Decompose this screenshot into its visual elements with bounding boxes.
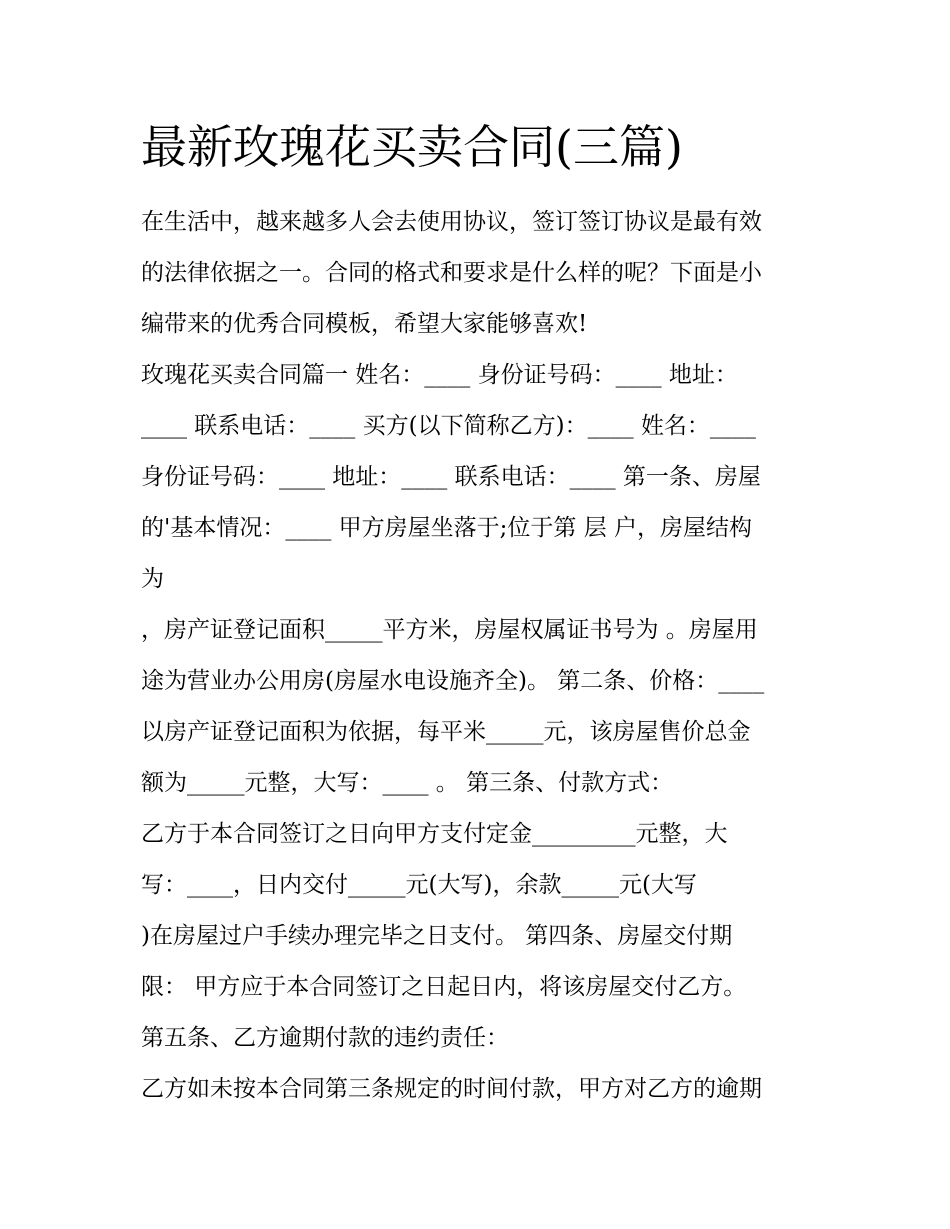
paragraph-line-7: 的'基本情况：____ 甲方房屋坐落于;位于第 层 户，房屋结构 [141,515,753,541]
paragraph-line-14: 写：____，日内交付_____元(大写)，余款_____元(大写 [141,872,697,898]
paragraph-line-18: 乙方如未按本合同第三条规定的时间付款，甲方对乙方的逾期 [141,1076,762,1102]
paragraph-line-17: 第五条、乙方逾期付款的违约责任： [141,1025,509,1051]
paragraph-line-11: 以房产证登记面积为依据，每平米_____元，该房屋售价总金 [141,719,751,745]
paragraph-line-1: 在生活中，越来越多人会去使用协议，签订签订协议是最有效 [141,209,762,235]
paragraph-line-9: ，房产证登记面积_____平方米，房屋权属证书号为 。房屋用 [141,617,758,643]
paragraph-line-4: 玫瑰花买卖合同篇一 姓名：____ 身份证号码：____ 地址： [141,362,738,388]
paragraph-line-13: 乙方于本合同签订之日向甲方支付定金_________元整，大 [141,821,728,847]
paragraph-line-15: )在房屋过户手续办理完毕之日支付。 第四条、房屋交付期 [141,923,733,949]
paragraph-line-5: ____ 联系电话：____ 买方(以下简称乙方)：____ 姓名：____ [141,413,756,439]
document-title: 最新玫瑰花买卖合同(三篇) [141,120,683,174]
paragraph-line-8: 为 [141,566,164,592]
paragraph-line-3: 编带来的优秀合同模板，希望大家能够喜欢! [141,311,588,337]
paragraph-line-10: 途为营业办公用房(房屋水电设施齐全)。 第二条、价格：____ [141,668,765,694]
paragraph-line-6: 身份证号码：____ 地址：____ 联系电话：____ 第一条、房屋 [141,464,761,490]
paragraph-line-12: 额为_____元整，大写：____ 。 第三条、付款方式： [141,770,674,796]
paragraph-line-16: 限： 甲方应于本合同签订之日起日内，将该房屋交付乙方。 [141,974,747,1000]
paragraph-line-2: 的法律依据之一。合同的格式和要求是什么样的呢？下面是小 [141,260,762,286]
